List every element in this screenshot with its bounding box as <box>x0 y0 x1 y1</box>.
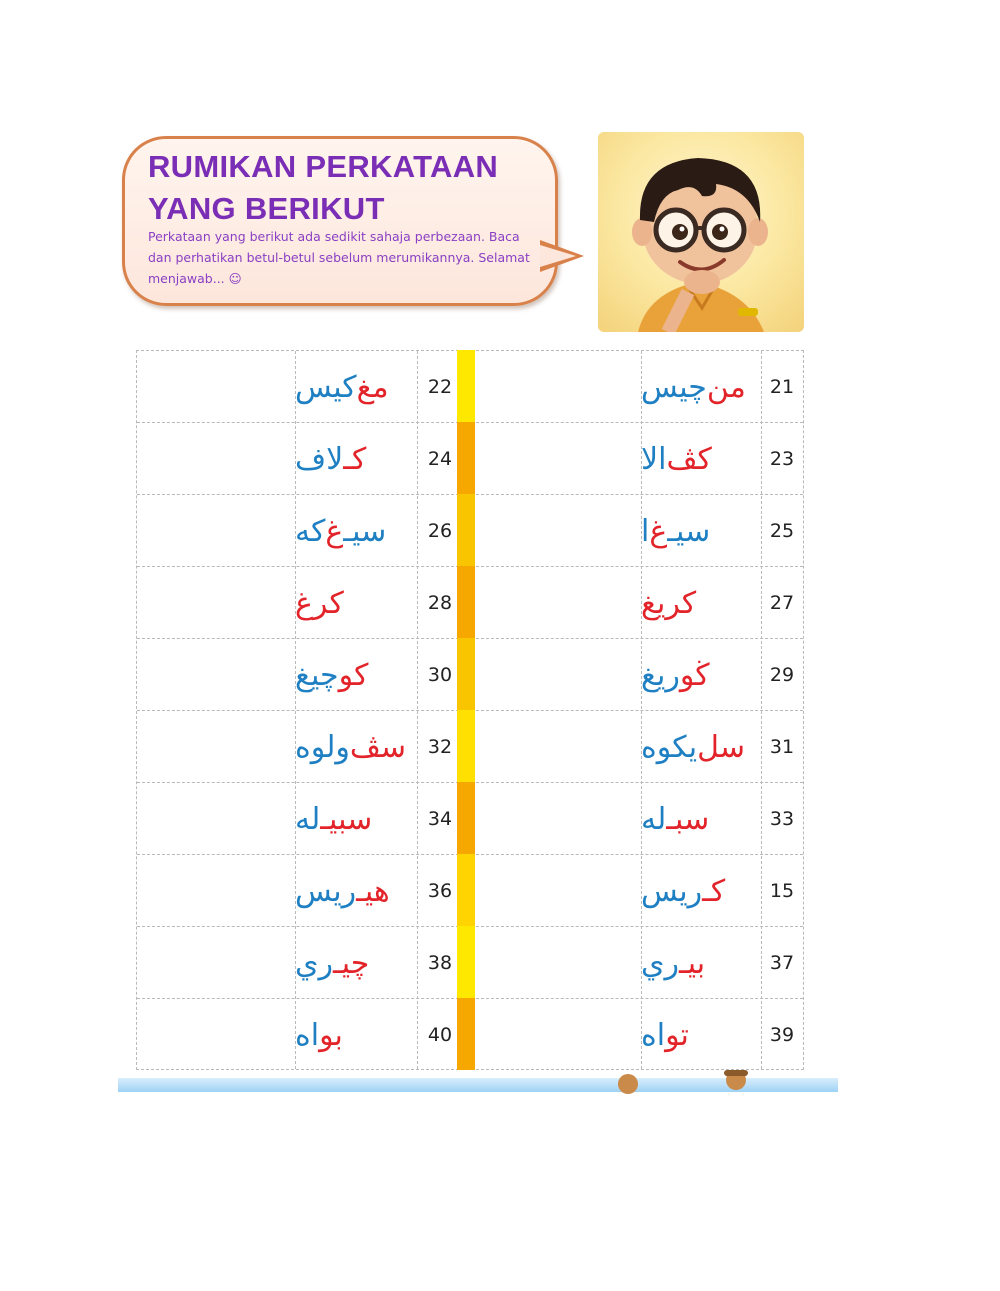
speech-bubble-tail-fill <box>540 245 576 267</box>
item-number: 15 <box>769 880 795 902</box>
answer-field[interactable] <box>477 783 641 855</box>
divider-segment <box>457 782 475 854</box>
item-number: 24 <box>427 448 453 470</box>
jawi-word: من چيس <box>641 369 746 405</box>
jawi-word: کڤ الا <box>641 441 712 477</box>
answer-field[interactable] <box>477 423 641 495</box>
jawi-word: سڤ ولوه <box>295 729 407 765</box>
character-illustration <box>598 132 804 332</box>
divider-segment <box>457 638 475 710</box>
answer-field[interactable] <box>137 855 295 927</box>
answer-field[interactable] <box>137 567 295 639</box>
jawi-word: کـ ريس <box>641 873 726 909</box>
answer-field[interactable] <box>137 711 295 783</box>
item-number: 22 <box>427 376 453 398</box>
answer-field[interactable] <box>137 639 295 711</box>
jawi-word: کريغ <box>641 585 697 621</box>
answer-field[interactable] <box>137 999 295 1071</box>
divider-segment <box>457 422 475 494</box>
divider-segment <box>457 998 475 1070</box>
item-number: 38 <box>427 952 453 974</box>
item-number: 33 <box>769 808 795 830</box>
answer-field[interactable] <box>477 567 641 639</box>
jawi-word: سيـ غ ا <box>641 513 711 549</box>
divider-segment <box>457 854 475 926</box>
answer-field[interactable] <box>137 423 295 495</box>
divider-segment <box>457 710 475 782</box>
jawi-word: سيـ غ که <box>295 513 387 549</box>
jawi-word: هيـ ريس <box>295 873 390 909</box>
jawi-word: سبيـ له <box>295 801 373 837</box>
item-number: 30 <box>427 664 453 686</box>
item-number: 34 <box>427 808 453 830</box>
jawi-word: کو چيغ <box>295 657 369 693</box>
jawi-word: کرغ <box>295 585 344 621</box>
item-number: 37 <box>769 952 795 974</box>
jawi-word: ڬو ريغ <box>641 657 710 693</box>
divider-segment <box>457 926 475 998</box>
title-line-2: YANG BERIKUT <box>148 191 385 226</box>
item-number: 36 <box>427 880 453 902</box>
jawi-word: کـ لاف <box>295 441 367 477</box>
page-title <box>148 146 548 230</box>
answer-field[interactable] <box>477 855 641 927</box>
center-divider-bar <box>457 350 475 1070</box>
answer-field[interactable] <box>477 639 641 711</box>
item-number: 31 <box>769 736 795 758</box>
jawi-word: تو اه <box>641 1017 689 1053</box>
boy-with-glasses-icon <box>598 132 804 332</box>
item-number: 40 <box>427 1024 453 1046</box>
answer-field[interactable] <box>477 711 641 783</box>
answer-field[interactable] <box>477 999 641 1071</box>
title-line-1: RUMIKAN PERKATAAN <box>148 149 499 184</box>
answer-field[interactable] <box>137 495 295 567</box>
answer-field[interactable] <box>477 495 641 567</box>
jawi-word: چيـ ري <box>295 945 370 981</box>
jawi-word: سبـ له <box>641 801 710 837</box>
item-number: 32 <box>427 736 453 758</box>
item-number: 39 <box>769 1024 795 1046</box>
item-number: 29 <box>769 664 795 686</box>
item-number: 27 <box>769 592 795 614</box>
divider-segment <box>457 350 475 422</box>
answer-field[interactable] <box>137 783 295 855</box>
answer-field[interactable] <box>137 351 295 423</box>
decorative-figures-icon <box>612 1068 772 1094</box>
divider-segment <box>457 566 475 638</box>
item-number: 26 <box>427 520 453 542</box>
item-number: 25 <box>769 520 795 542</box>
item-number: 23 <box>769 448 795 470</box>
answer-field[interactable] <box>477 927 641 999</box>
instructions-text: Perkataan yang berikut ada sedikit sahaja perbezaan. Baca dan perhatikan betul-betul sebelum merumikannya. Selamat menjawab... ☺ <box>148 229 530 286</box>
answer-field[interactable] <box>477 351 641 423</box>
jawi-word: سل يکوه <box>641 729 745 765</box>
answer-field[interactable] <box>137 927 295 999</box>
jawi-word: بيـ ري <box>641 945 706 981</box>
divider-segment <box>457 494 475 566</box>
jawi-word: مغ کيس <box>295 369 389 405</box>
item-number: 21 <box>769 376 795 398</box>
jawi-word: بو اه <box>295 1017 343 1053</box>
item-number: 28 <box>427 592 453 614</box>
